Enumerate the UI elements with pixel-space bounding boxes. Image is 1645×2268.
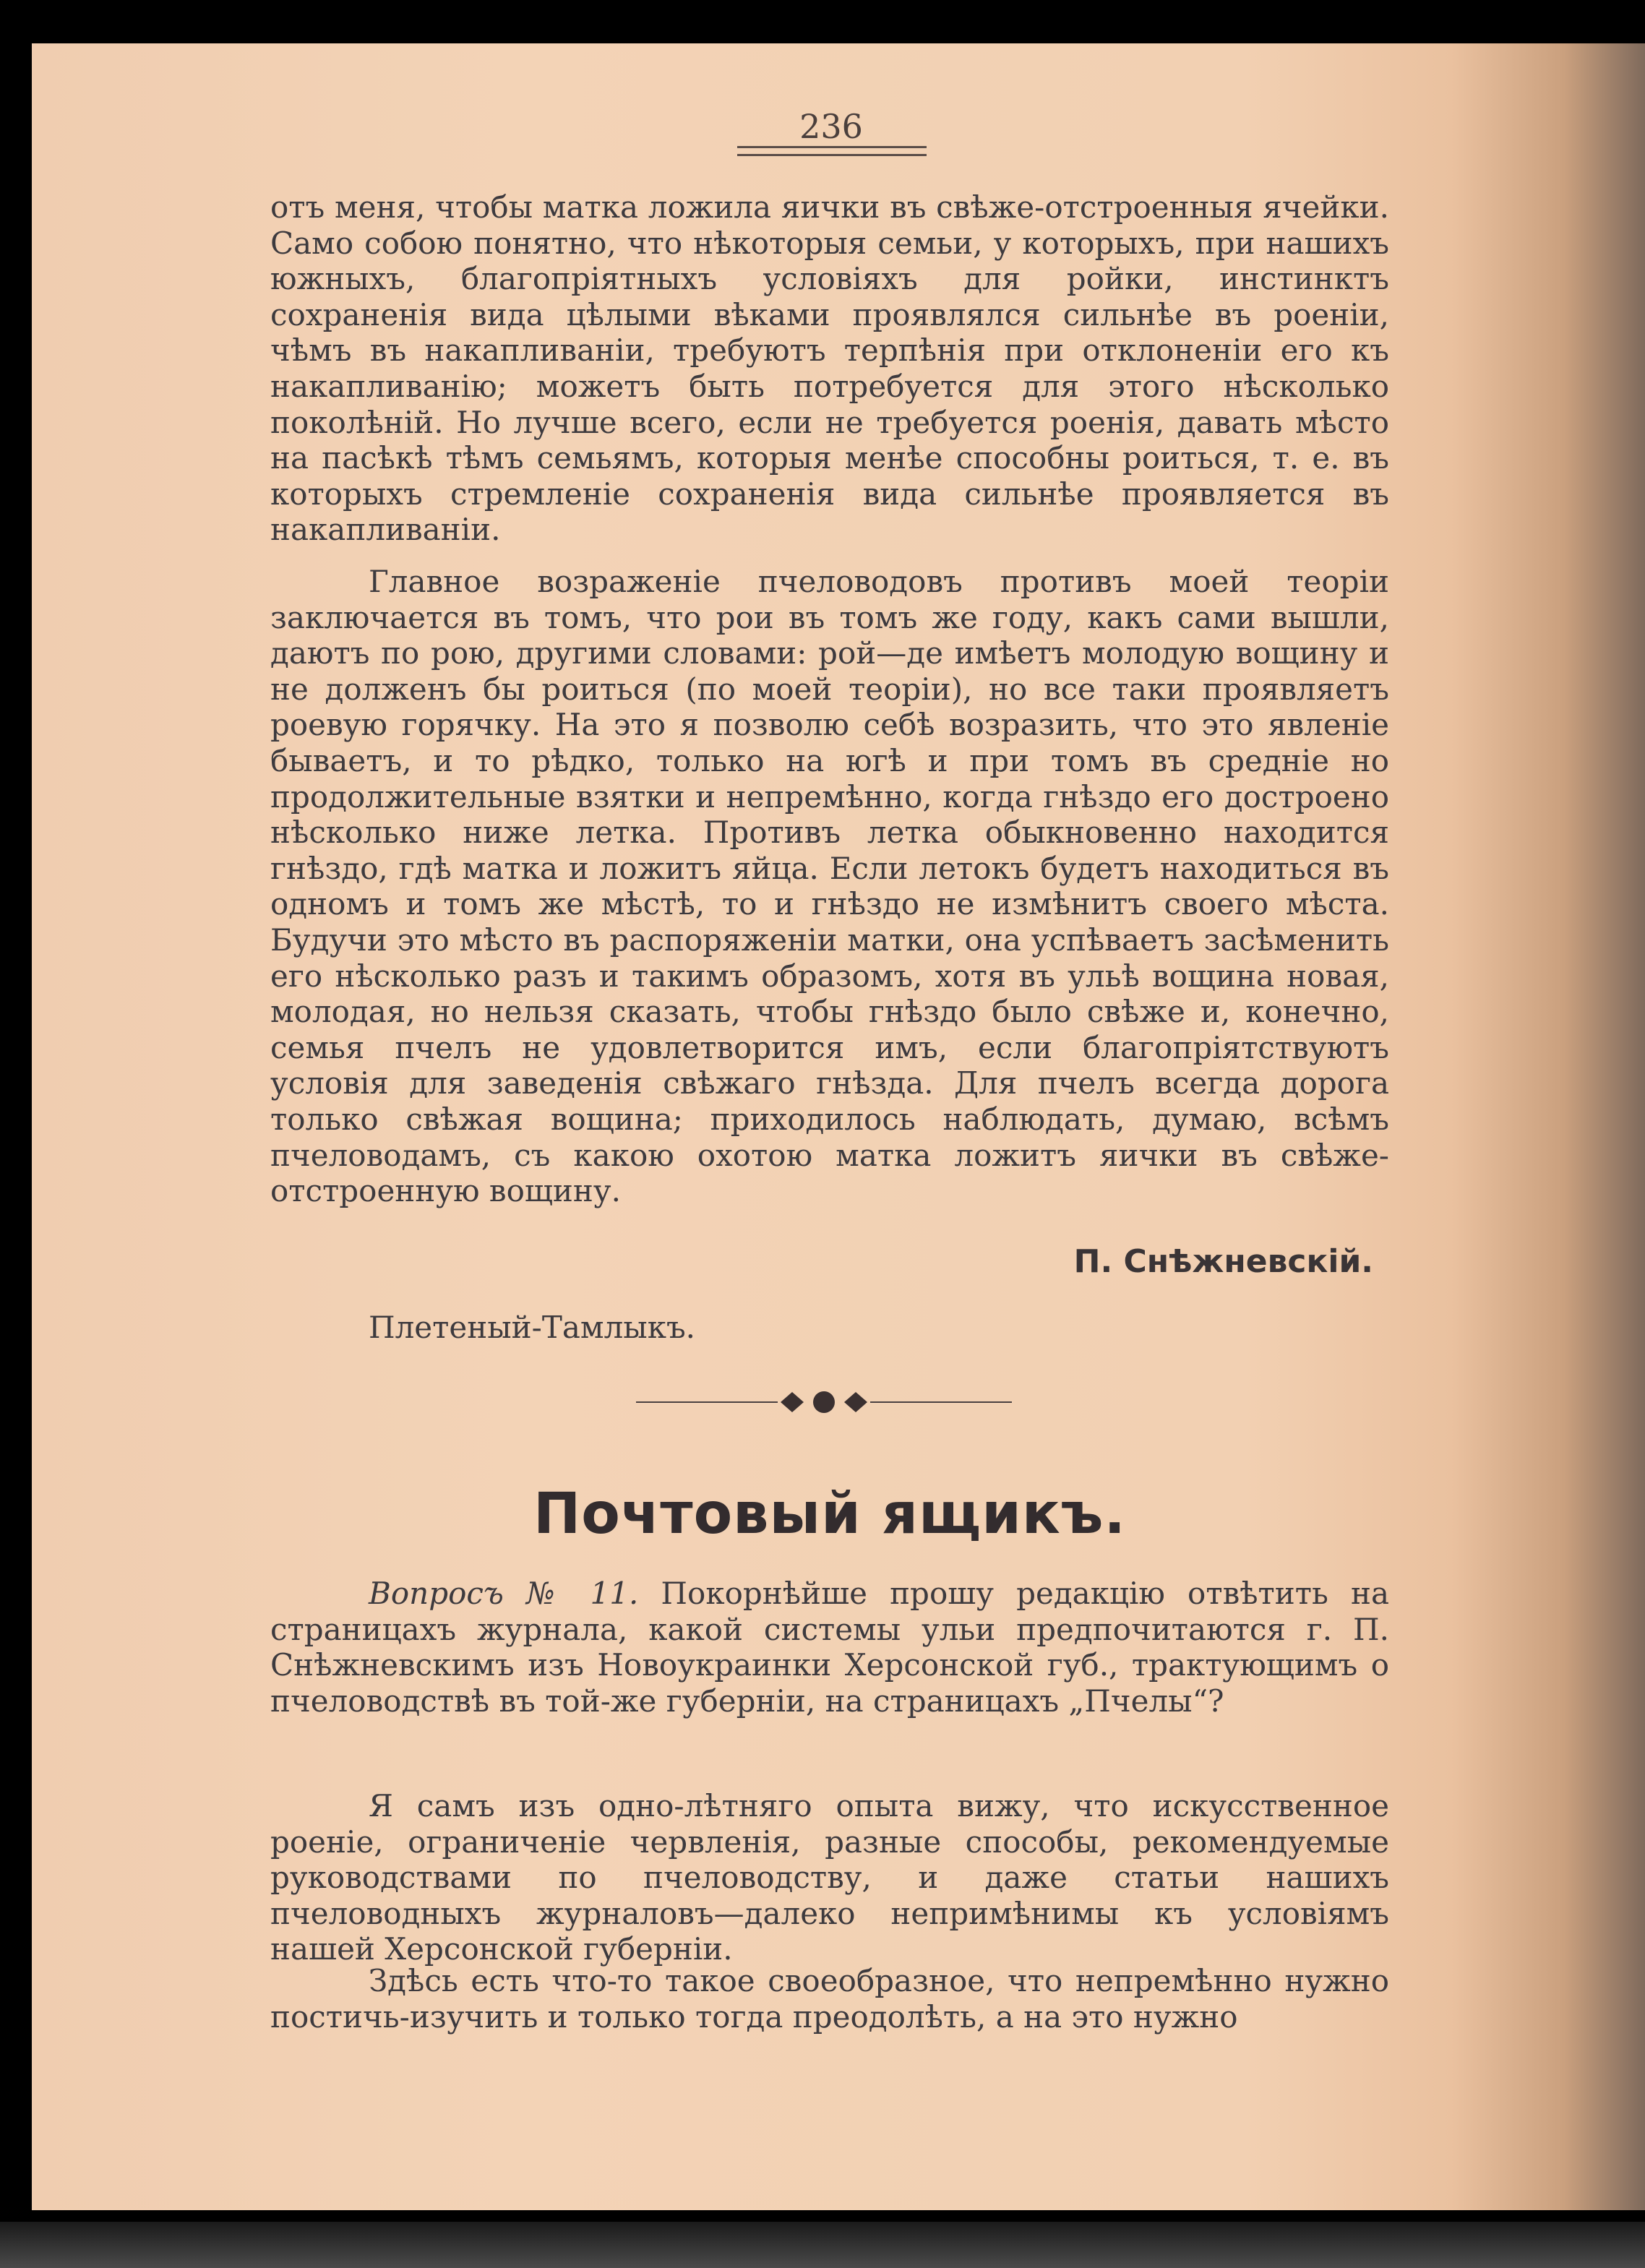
header-double-rule [737,146,927,156]
author-signature: П. Снѣжневскій. [1073,1243,1373,1280]
question-label: Вопросъ № 11. [369,1576,639,1611]
place-name: Плетеный-Тамлыкъ. [369,1310,696,1345]
ornament-divider-icon [636,1380,1012,1424]
paragraph-text: Главное возраженіе пчеловодовъ противъ моей теоріи заключается въ томъ, что рои въ томъ же году, какъ сами вышли, даютъ по рою, другими словами: рой—де имѣетъ молодую вощину и не долженъ бы роиться (по моей теоріи), но все таки проявляетъ роевую горячку. На это я позволю себѣ возразить, что это явленіе бываетъ, и то рѣдко, только на югѣ и при томъ въ средніе но продолжительные взятки и непремѣнно, когда гнѣздо его достроено нѣсколько ниже летка. Противъ летка обыкновенно находится гнѣздо, гдѣ матка и ложитъ яйца. Если летокъ будетъ находиться въ одномъ и томъ же мѣстѣ, то и гнѣздо не измѣнитъ своего мѣста. Будучи это мѣсто въ распоряженіи матки, она успѣваетъ засѣменить его нѣсколько разъ и такимъ образомъ, хотя въ ульѣ вощина новая, молодая, но нельзя сказать, чтобы гнѣздо было свѣже и, конечно, семья пчелъ не удовлетворится имъ, если благопріятствуютъ условія для заведенія свѣжаго гнѣзда. Для пчелъ всегда дорога только свѣжая вощина; приходилось наблюдать, думаю, всѣмъ пчеловодамъ, съ какою охотою матка ложитъ яички въ свѣже-отстроенную вощину. [270,564,1389,1209]
scan-bottom-edge [0,2222,1645,2268]
paragraph-text: Я самъ изъ одно-лѣтняго опыта вижу, что искусственное роеніе, ограниченіе червленія, разные способы, рекомендуемые руководствами по пчеловодству, и даже статьи нашихъ пчеловодныхъ журналовъ—далеко непримѣнимы къ условіямъ нашей Херсонской губерніи. [270,1788,1389,1967]
article-paragraph-2 [270,564,1389,1209]
section-title: Почтовый ящикъ. [533,1482,1127,1547]
mailbox-paragraph-2 [270,1788,1389,1967]
mailbox-question [270,1576,1389,1719]
question-paragraph [270,1576,1389,1719]
article-paragraph-1 [270,189,1389,548]
mailbox-paragraph-3 [270,1963,1389,2035]
paragraph-text: отъ меня, чтобы матка ложила яички въ свѣже-отстроенныя ячейки. Само собою понятно, что нѣкоторыя семьи, у которыхъ, при нашихъ южныхъ, благопріятныхъ условіяхъ для ройки, инстинктъ сохраненія вида цѣлыми вѣками проявлялся сильнѣе въ роеніи, чѣмъ въ накапливаніи, требуютъ терпѣнія при отклоненіи его къ накапливанію; можетъ быть потребуется для этого нѣсколько поколѣній. Но лучше всего, если не требуется роенія, давать мѣсто на пасѣкѣ тѣмъ семьямъ, которыя менѣе способны роиться, т. е. въ которыхъ стремленіе сохраненія вида сильнѣе проявляется въ накапливаніи. [270,189,1389,548]
page-number: 236 [799,107,863,146]
paragraph-text: Здѣсь есть что-то такое своеобразное, что непремѣнно нужно постичь-изучить и только тогда преодолѣть, а на это нужно [270,1963,1389,2035]
question-text: Покорнѣйше прошу редакцію отвѣтить на страницахъ журнала, какой системы ульи предпочитаются г. П. Снѣжневскимъ изъ Новоукраинки Херсонской губ., трактующимъ о пчеловодствѣ въ той-же губерніи, на страницахъ „Пчелы“? [270,1576,1389,1719]
